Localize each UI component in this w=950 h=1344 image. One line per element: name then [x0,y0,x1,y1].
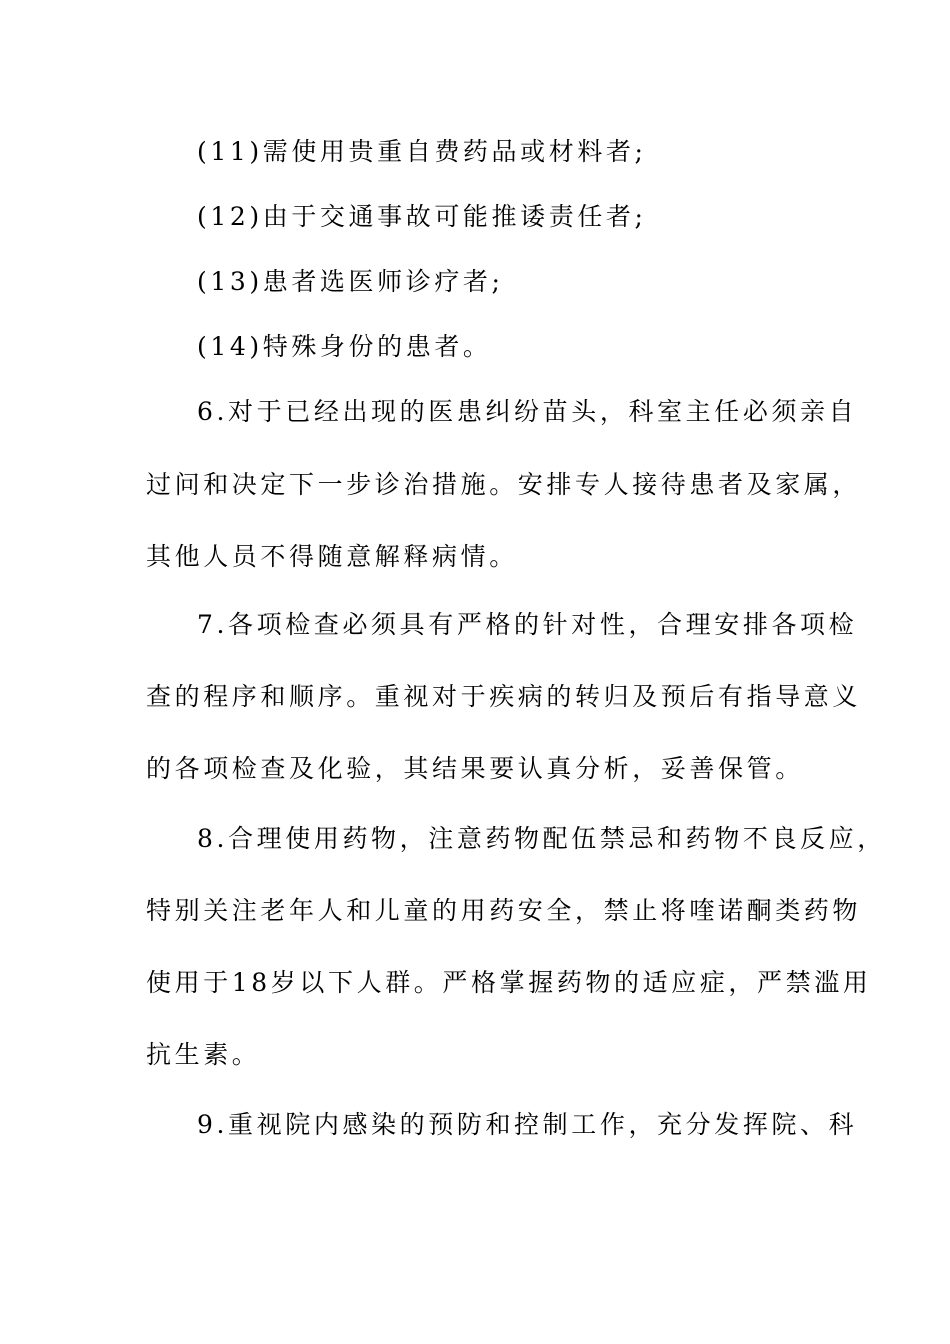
text-line: 使用于18岁以下人群。严格掌握药物的适应症，严禁滥用 [146,968,872,997]
text-line: 9.重视院内感染的预防和控制工作，充分发挥院、科 [197,1110,858,1139]
text-line: 过问和决定下一步诊治措施。安排专人接待患者及家属， [146,470,862,499]
text-line: 查的程序和顺序。重视对于疾病的转归及预后有指导意义 [146,682,862,711]
text-line: (11)需使用贵重自费药品或材料者; [197,137,647,166]
text-line: 特别关注老年人和儿童的用药安全，禁止将喹诺酮类药物 [146,896,862,925]
text-line: 的各项检查及化验，其结果要认真分析，妥善保管。 [146,754,804,783]
text-line: (13)患者选医师诊疗者; [197,267,504,296]
text-line: 其他人员不得随意解释病情。 [146,542,518,571]
text-line: 7.各项检查必须具有严格的针对性，合理安排各项检 [197,610,858,639]
text-line: 6.对于已经出现的医患纠纷苗头，科室主任必须亲自 [197,397,858,426]
text-line: 8.合理使用药物，注意药物配伍禁忌和药物不良反应， [197,824,886,853]
text-line: (14)特殊身份的患者。 [197,332,492,361]
text-line: 抗生素。 [146,1040,261,1069]
text-line: (12)由于交通事故可能推诿责任者; [197,202,647,231]
